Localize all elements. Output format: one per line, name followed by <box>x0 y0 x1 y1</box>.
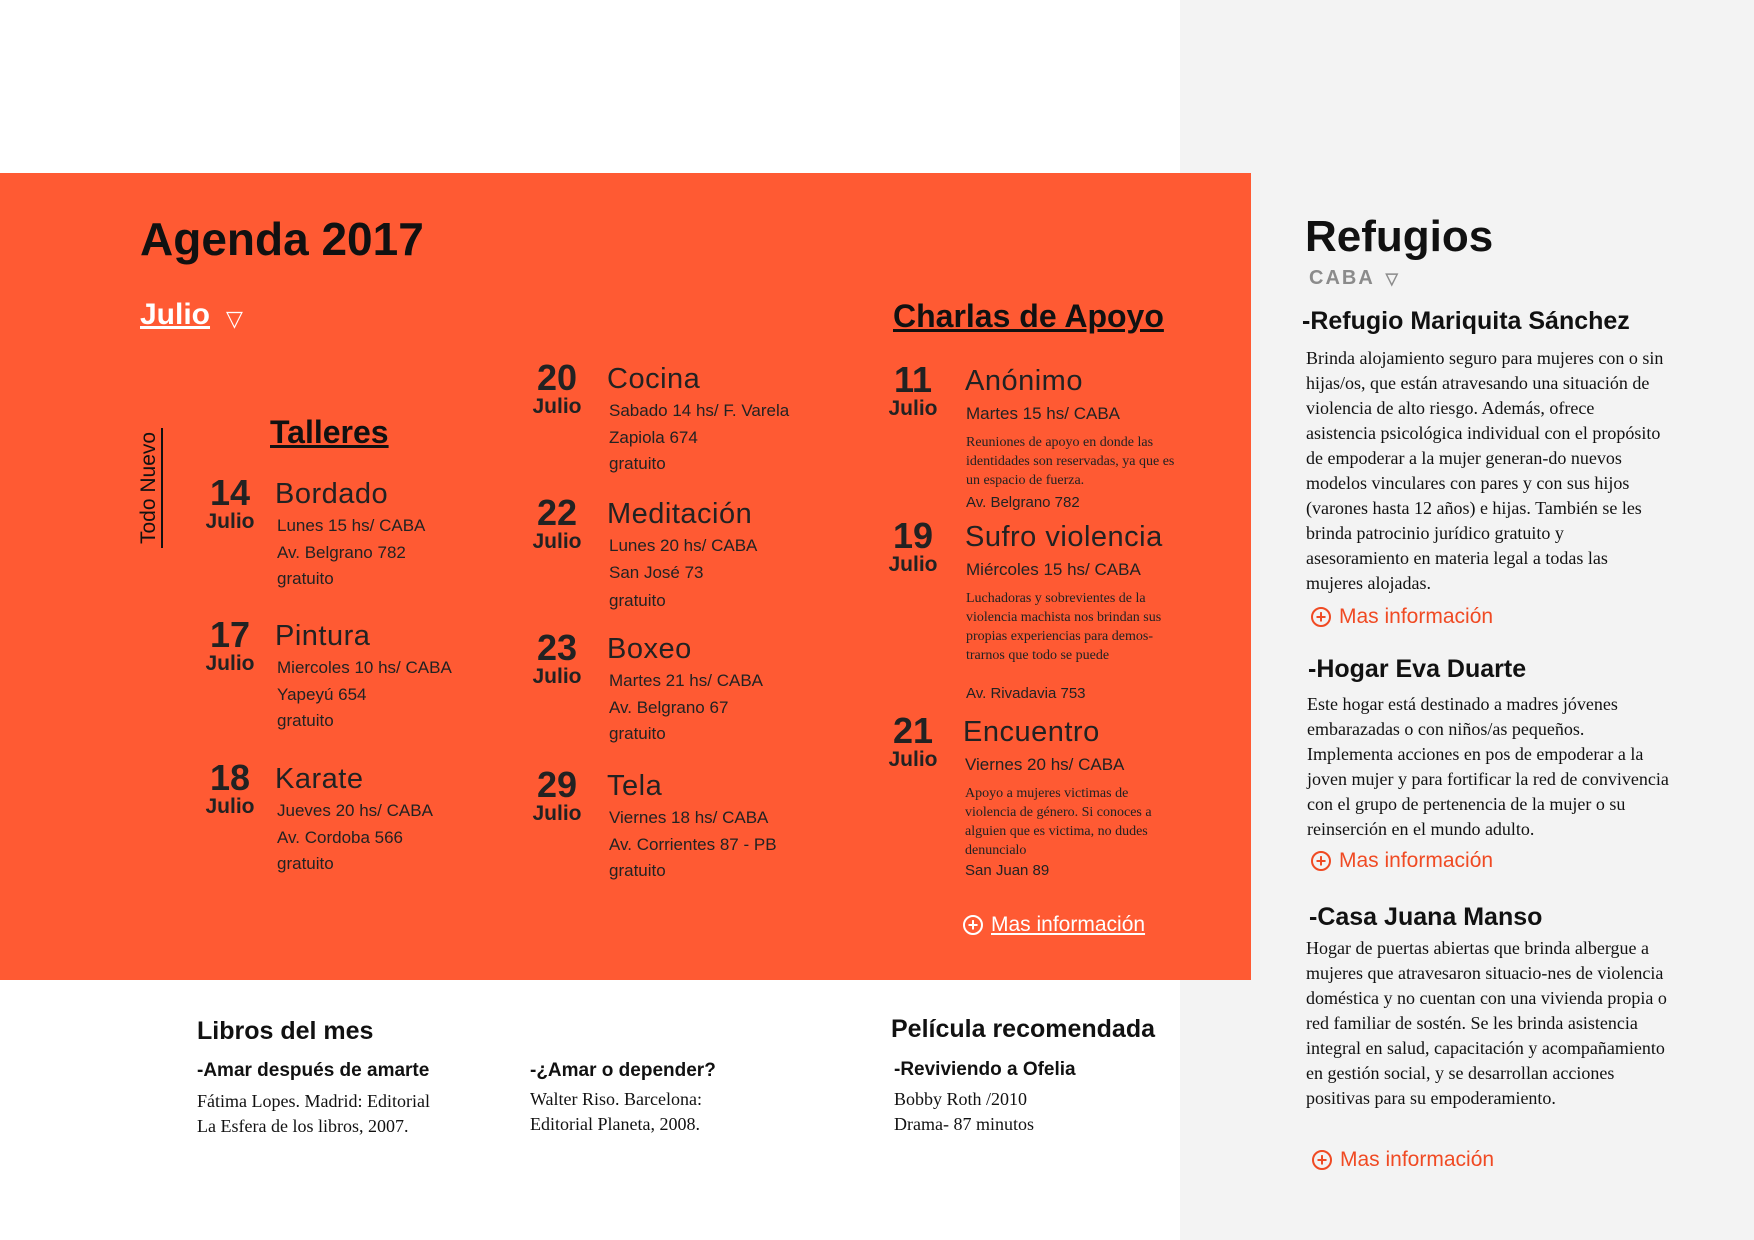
refugio-more-info-link[interactable] <box>1312 1148 1494 1172</box>
event-charla-encuentro[interactable] <box>858 710 1152 879</box>
event-address: Av. Belgrano 782 <box>277 543 406 562</box>
event-taller-meditacion[interactable] <box>502 492 758 610</box>
month-selector[interactable]: Julio <box>140 298 211 331</box>
book-details-line: Fátima Lopes. Madrid: Editorial <box>197 1091 430 1111</box>
event-taller-tela[interactable] <box>502 764 777 880</box>
event-price: gratuito <box>609 454 666 473</box>
event-description: Reuniones de apoyo en donde las identidades son reservadas, ya que es un espacio de fuerza. <box>966 435 1175 488</box>
event-price: gratuito <box>609 861 666 880</box>
charlas-title: Charlas de Apoyo <box>893 298 1164 334</box>
book-details-line: Editorial Planeta, 2008. <box>530 1114 700 1134</box>
event-month: Julio <box>205 510 255 533</box>
event-title: Meditación <box>607 498 753 530</box>
event-title: Sufro violencia <box>965 521 1163 553</box>
event-address: Av. Belgrano 67 <box>609 698 729 717</box>
more-info-label: Mas información <box>1339 849 1494 872</box>
event-charla-anonimo[interactable] <box>858 359 1175 511</box>
book-details <box>530 1087 850 1137</box>
movie-title: -Reviviendo a Ofelia <box>894 1059 1076 1080</box>
event-title: Karate <box>275 763 364 795</box>
plus-circle-icon: + <box>1311 851 1331 871</box>
event-title: Pintura <box>275 620 371 652</box>
refugio-title: -Casa Juana Manso <box>1309 903 1543 931</box>
event-time: Miércoles 15 hs/ CABA <box>966 560 1141 579</box>
refugio-description: Este hogar está destinado a madres jóvenes embarazadas o con niños/as pequeños. Implementa acciones en pos de empoderar a la joven mujer y para fortificar la red de convivencia con el grupo de pertenencia de la mujer o su reinserción en el mundo adulto. <box>1307 694 1669 839</box>
dropdown-triangle-icon[interactable]: ▽ <box>226 306 243 331</box>
event-time: Martes 21 hs/ CABA <box>609 671 764 690</box>
event-address: Av. Corrientes 87 - PB <box>609 835 777 854</box>
event-address: Av. Rivadavia 753 <box>966 685 1086 702</box>
book-title: -Amar después de amarte <box>197 1060 430 1081</box>
event-taller-karate[interactable] <box>175 757 433 873</box>
book-details-line: Walter Riso. Barcelona: <box>530 1089 702 1109</box>
event-time: Miercoles 10 hs/ CABA <box>277 658 452 677</box>
refugios-title: Refugios <box>1305 212 1494 261</box>
event-month: Julio <box>532 665 582 688</box>
event-day: 21 <box>892 710 934 751</box>
event-day: 17 <box>209 614 251 655</box>
event-time: Viernes 20 hs/ CABA <box>965 755 1125 774</box>
event-time: Lunes 20 hs/ CABA <box>609 536 758 555</box>
movie-details <box>894 1087 1214 1137</box>
todo-nuevo-vertical-label: Todo Nuevo <box>137 428 163 548</box>
event-month: Julio <box>532 395 582 418</box>
event-title: Boxeo <box>607 633 692 665</box>
event-day: 11 <box>893 359 933 400</box>
event-address: Av. Belgrano 782 <box>966 494 1080 511</box>
libros-title: Libros del mes <box>197 1017 374 1045</box>
pelicula-title: Película recomendada <box>891 1015 1156 1043</box>
movie-details-line: Bobby Roth /2010 <box>894 1089 1028 1109</box>
event-month: Julio <box>205 652 255 675</box>
event-description: Apoyo a mujeres victimas de violencia de género. Si conoces a alguien que es victima, no dudes denuncialo <box>965 786 1152 858</box>
event-month: Julio <box>532 802 582 825</box>
event-title: Bordado <box>275 478 389 510</box>
event-day: 18 <box>209 757 251 798</box>
location-selector[interactable] <box>1309 267 1400 290</box>
book-details-line: La Esfera de los libros, 2007. <box>197 1116 409 1136</box>
event-day: 29 <box>536 764 578 805</box>
event-time: Martes 15 hs/ CABA <box>966 404 1121 423</box>
event-month: Julio <box>888 748 938 771</box>
more-info-label: Mas información <box>991 913 1146 936</box>
event-price: gratuito <box>609 591 666 610</box>
refugio-title: -Hogar Eva Duarte <box>1308 655 1527 683</box>
event-address: Av. Cordoba 566 <box>277 828 404 847</box>
refugio-description: Hogar de puertas abiertas que brinda albergue a mujeres que atravesaron situacio-nes de violencia doméstica y no cuentan con una vivienda propia o red familiar de sostén. Se les brinda asistencia integral en salud, capacitación y acompañamiento en gestión social, y se desarrollan acciones positivas para su empoderamiento. <box>1306 938 1667 1108</box>
event-address: San José 73 <box>609 563 704 582</box>
event-month: Julio <box>888 397 938 420</box>
dropdown-triangle-icon: ▽ <box>1385 271 1400 288</box>
talleres-title: Talleres <box>270 414 389 450</box>
refugio-more-info-link[interactable] <box>1311 849 1493 873</box>
event-taller-pintura[interactable] <box>175 614 452 730</box>
event-month: Julio <box>205 795 255 818</box>
event-day: 23 <box>536 627 578 668</box>
event-price: gratuito <box>277 854 334 873</box>
more-info-label: Mas información <box>1340 1148 1495 1171</box>
event-day: 19 <box>892 515 934 556</box>
event-taller-bordado[interactable] <box>175 472 426 588</box>
book-title: -¿Amar o depender? <box>530 1060 716 1081</box>
event-taller-boxeo[interactable] <box>502 627 764 743</box>
agenda-more-info-link[interactable] <box>963 913 1145 937</box>
event-title: Encuentro <box>963 716 1100 748</box>
event-address: Yapeyú 654 <box>277 685 367 704</box>
event-time: Viernes 18 hs/ CABA <box>609 808 769 827</box>
event-time: Sabado 14 hs/ F. Varela <box>609 401 790 420</box>
event-day: 20 <box>536 357 578 398</box>
movie-details-line: Drama- 87 minutos <box>894 1114 1034 1134</box>
plus-circle-icon: + <box>1311 607 1331 627</box>
event-title: Cocina <box>607 363 701 395</box>
event-time: Lunes 15 hs/ CABA <box>277 516 426 535</box>
plus-circle-icon: + <box>1312 1150 1332 1170</box>
event-charla-sufro-violencia[interactable] <box>858 515 1163 702</box>
event-day: 14 <box>209 472 251 513</box>
refugio-more-info-link[interactable] <box>1311 605 1493 629</box>
event-title: Anónimo <box>965 365 1083 397</box>
event-price: gratuito <box>277 711 334 730</box>
event-price: gratuito <box>277 569 334 588</box>
plus-circle-icon: + <box>963 915 983 935</box>
event-day: 22 <box>536 492 578 533</box>
event-title: Tela <box>607 770 663 802</box>
refugio-title: -Refugio Mariquita Sánchez <box>1302 307 1630 335</box>
agenda-title: Agenda 2017 <box>140 213 424 265</box>
event-description: Luchadoras y sobrevientes de la violencia machista nos brindan sus propias experiencias para demos-trarnos que todo se puede <box>966 591 1162 663</box>
event-taller-cocina[interactable] <box>502 357 790 473</box>
event-month: Julio <box>532 530 582 553</box>
event-address: San Juan 89 <box>965 862 1050 879</box>
event-time: Jueves 20 hs/ CABA <box>277 801 433 820</box>
more-info-label: Mas información <box>1339 605 1494 628</box>
refugio-description: Brinda alojamiento seguro para mujeres con o sin hijas/os, que están atravesando una situación de violencia de alto riesgo. Además, ofrece asistencia psicológica individual con el propósito de empoderar a la mujer generan-do nuevos modelos vinculares con pares y con sus hijos (varones hasta 12 años) e hijas. También se les brinda patrocinio jurídico gratuito y asesoramiento en materia legal a todas las mujeres alojadas. <box>1306 348 1664 593</box>
event-month: Julio <box>888 553 938 576</box>
location-label: CABA <box>1309 267 1375 289</box>
book-details <box>197 1089 517 1139</box>
event-price: gratuito <box>609 724 666 743</box>
event-address: Zapiola 674 <box>609 428 698 447</box>
